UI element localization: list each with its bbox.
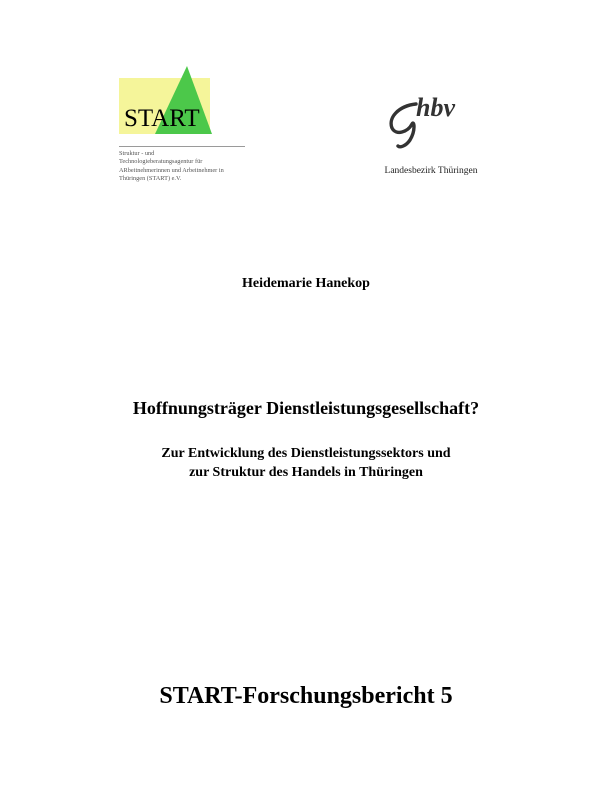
- divider: [119, 146, 245, 147]
- start-description-line: Technologieberatungsagentur für: [119, 158, 203, 166]
- hbv-logo-graphic: [386, 90, 476, 152]
- subtitle: [0, 444, 612, 482]
- hbv-wordmark: hbv: [416, 93, 455, 122]
- series-title: START-Forschungsbericht 5: [159, 683, 453, 709]
- start-wordmark: START: [124, 105, 200, 132]
- start-description-line: ARbeitnehmerinnen und Arbeitnehmer in: [119, 166, 224, 174]
- start-description: [119, 150, 269, 183]
- start-description-line: Thüringen (START) e.V.: [119, 174, 182, 182]
- start-description-line: Struktur - und: [119, 150, 155, 157]
- hbv-region: Landesbezirk Thüringen: [384, 166, 478, 176]
- page-title: Hoffnungsträger Dienstleistungsgesellschaft?: [132, 398, 480, 418]
- subtitle-line: Zur Entwicklung des Dienstleistungssektors und: [161, 446, 451, 461]
- subtitle-line: zur Struktur des Handels in Thüringen: [189, 465, 423, 480]
- hbv-logo: [386, 90, 476, 152]
- author: Heidemarie Hanekop: [242, 276, 370, 291]
- hbv-swoosh-icon: [391, 104, 416, 147]
